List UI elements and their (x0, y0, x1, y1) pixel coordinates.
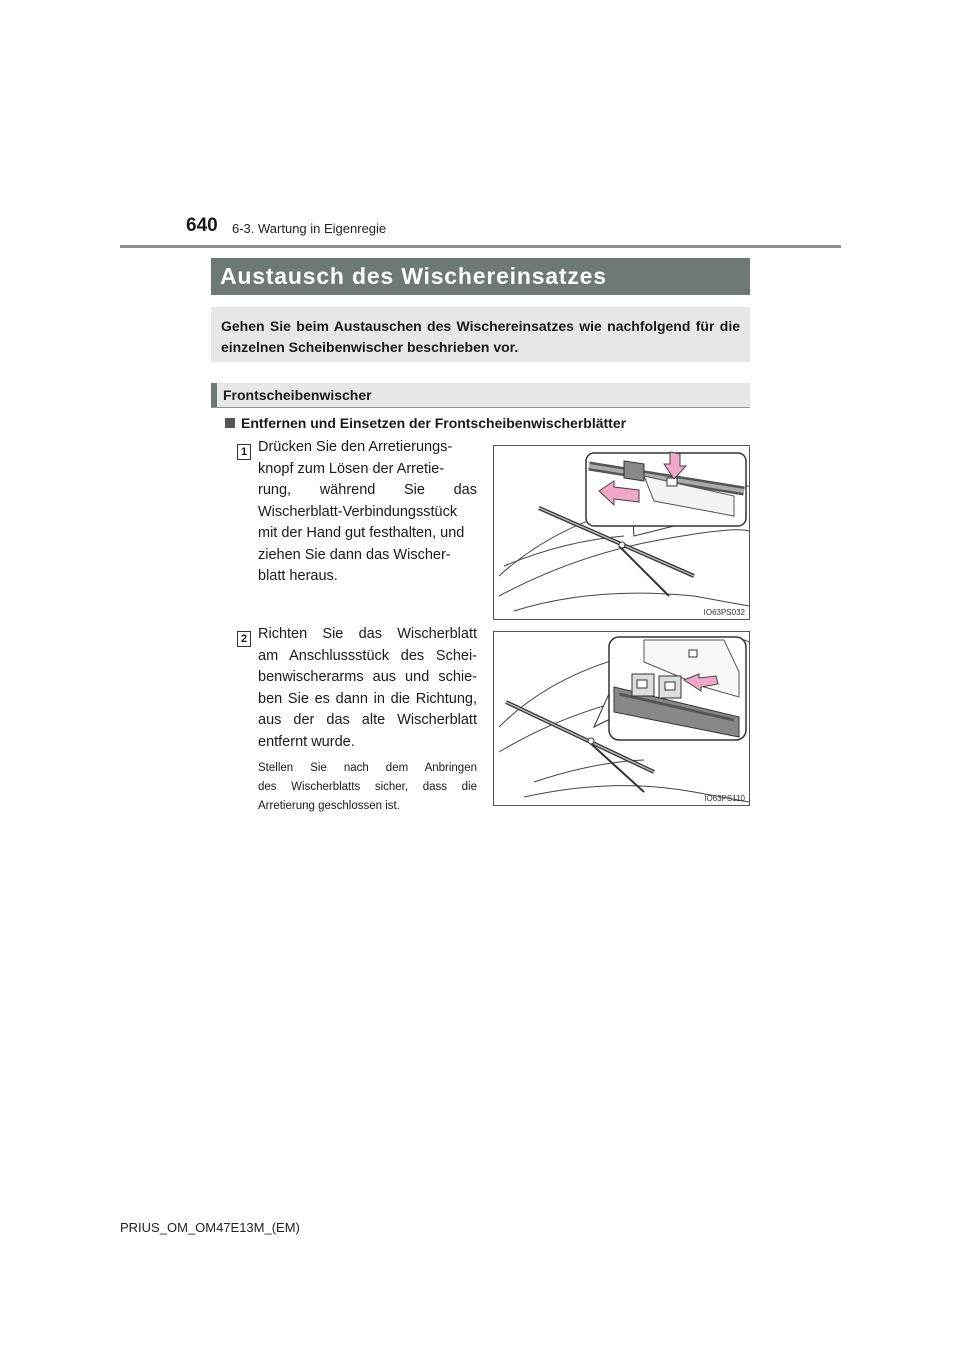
page-number: 640 (186, 215, 218, 236)
intro-box: Gehen Sie beim Austauschen des Wischereinsatzes wie nachfolgend für die einzelnen Scheibenwischer beschrieben vor. (211, 307, 750, 362)
subsection-accent-bar (211, 383, 217, 407)
bullet-heading-text: Entfernen und Einsetzen der Frontscheibenwischerblätter (241, 415, 627, 431)
note-line: des Wischerblatts sicher, dass die (258, 781, 477, 793)
step-number-1: 1 (237, 444, 251, 460)
wiper-installation-illustration (494, 632, 750, 806)
figure-code: IO63PS032 (703, 608, 745, 617)
subsection-header (211, 383, 750, 408)
step-1-line: Drücken Sie den Arretierungs- (258, 439, 453, 455)
step-2-text (258, 624, 477, 753)
footer-document-code: PRIUS_OM_OM47E13M_(EM) (120, 1220, 300, 1235)
note-line: Stellen Sie nach dem Anbringen (258, 762, 477, 774)
step-1-text (258, 437, 477, 588)
step-1-line: ziehen Sie dann das Wischer- (258, 546, 451, 563)
step-2-line: Richten Sie das Wischerblatt (258, 626, 477, 642)
step-2-line: am Anschlussstück des Schei- (258, 647, 477, 664)
step-1-line: rung, während Sie das (258, 482, 477, 498)
step-1-line: knopf zum Lösen der Arretie- (258, 460, 445, 477)
figure-code: IO63PS110 (704, 794, 745, 803)
bullet-square-icon (225, 418, 235, 428)
step-2-note (258, 759, 477, 816)
bullet-heading (225, 415, 626, 431)
step-1-line: mit der Hand gut festhalten, und (258, 525, 465, 541)
step-2-line: benwischerarms aus und schie- (258, 669, 477, 685)
step-2-line: entfernt wurde. (258, 733, 355, 750)
header-rule (120, 245, 841, 248)
page-title: Austausch des Wischereinsatzes (211, 258, 750, 295)
step-1-line: blatt heraus. (258, 568, 338, 584)
section-reference: 6-3. Wartung in Eigenregie (232, 221, 387, 236)
step-2-line: aus der das alte Wischerblatt (258, 712, 477, 728)
step-2-line: ben Sie es dann in die Richtung, (258, 690, 477, 707)
subsection-label: Frontscheibenwischer (223, 387, 372, 403)
wiper-removal-illustration (494, 446, 750, 620)
note-line: Arretierung geschlossen ist. (258, 800, 400, 812)
step-1-line: Wischerblatt-Verbindungsstück (258, 503, 458, 520)
figure-wiper-installation (493, 631, 750, 806)
figure-wiper-removal (493, 445, 750, 620)
step-number-2: 2 (237, 631, 251, 647)
